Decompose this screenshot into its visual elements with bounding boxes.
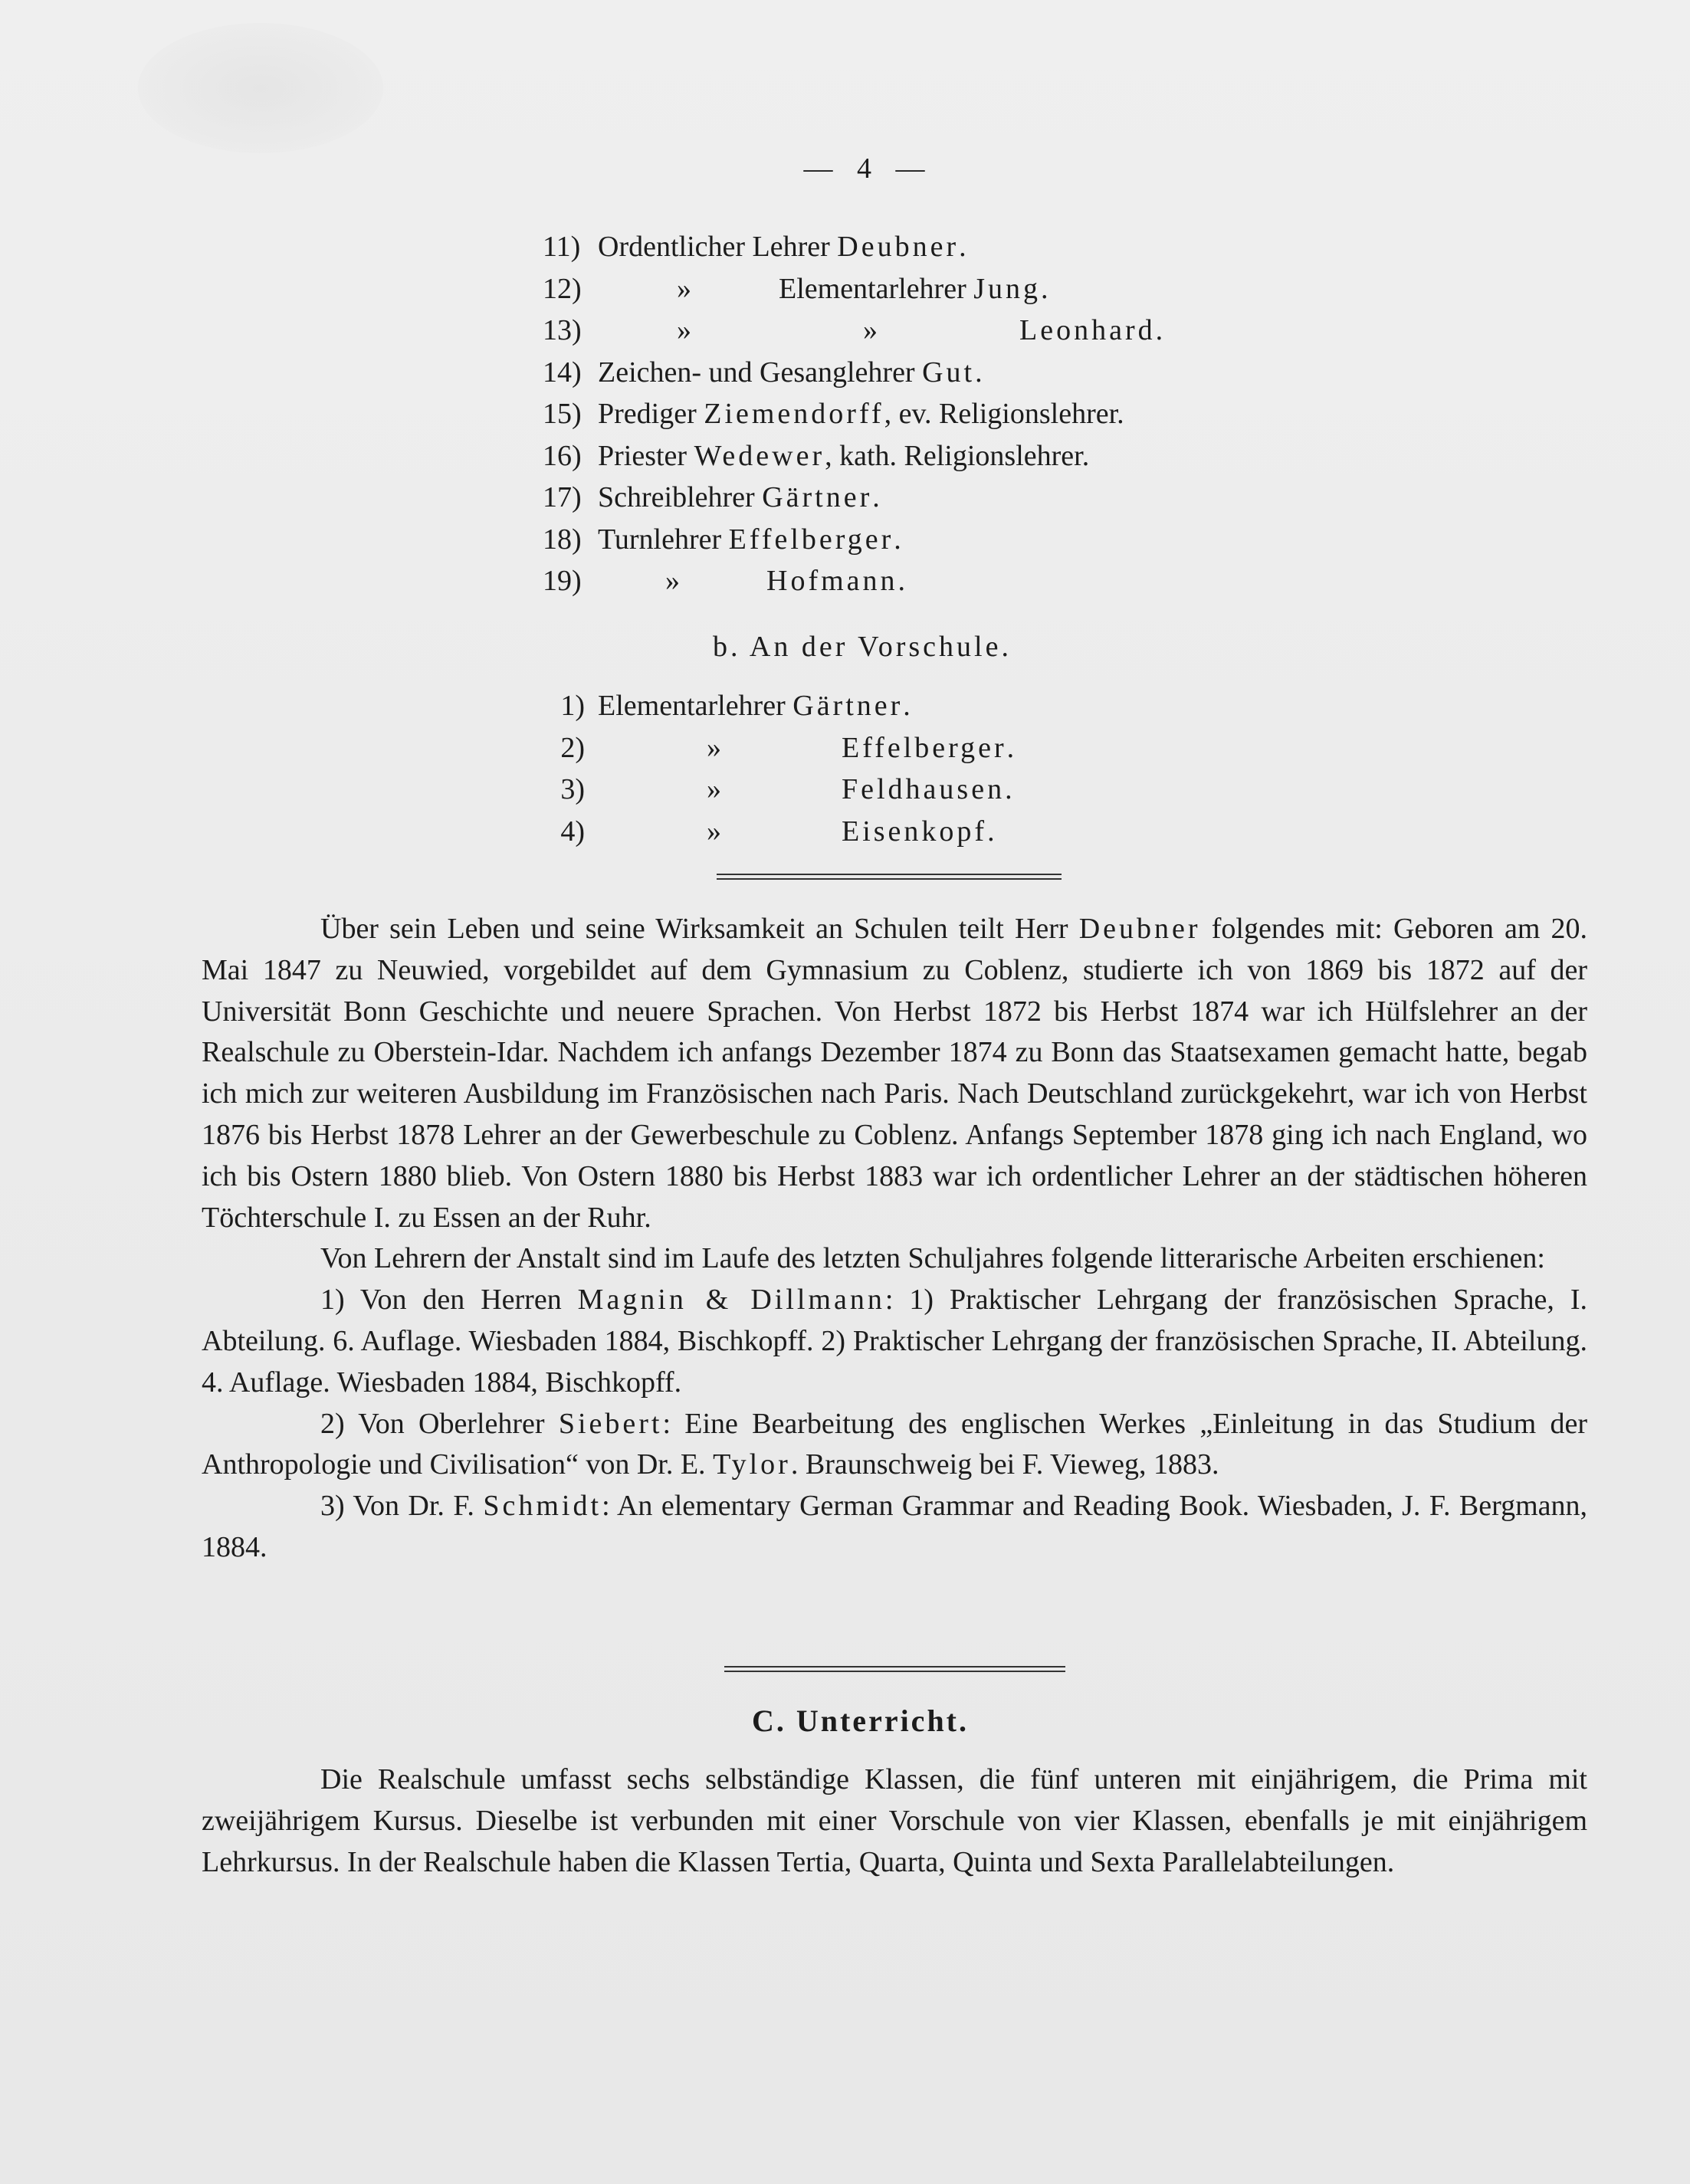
list-item-number: 3) [560,773,585,805]
publication-item [202,1404,1587,1487]
list-item [543,435,1124,477]
list-item-name: Hofmann [766,565,898,597]
section-c-body [202,1759,1587,1883]
section-divider [717,874,1062,880]
list-item-suffix: . [1041,272,1048,305]
list-item-suffix: . [987,815,995,848]
publication-lead: 1) Von den Herren [320,1284,562,1317]
publication-author: Siebert [558,1407,663,1440]
list-item-number: 12) [543,272,582,305]
publication-tail: . Braunschweig bei F. Vieweg, 1883. [790,1448,1219,1481]
list-item [543,727,1015,769]
list-item-name: Deubner [837,231,960,263]
list-item-suffix: . [898,565,906,597]
list-item [543,685,911,727]
ditto-mark: » [863,314,878,346]
list-item [543,477,1124,519]
list-item-number: 14) [543,356,582,389]
list-item-name: Effelberger [728,523,894,556]
list-item-name: Feldhausen [842,773,1006,805]
list-item-name: Leonhard [1019,314,1156,346]
publications-intro: Von Lehrern der Anstalt sind im Laufe des letzten Schuljahres folgende litterarische Arbeiten erschienen: [320,1242,1545,1275]
list-item-name: Ziemendorff [704,398,884,430]
list-item-role: Elementarlehrer [779,272,966,305]
list-item-role: Turnlehrer [598,523,722,556]
section-c-paragraph: Die Realschule umfasst sechs selbständige Klassen, die fünf unteren mit einjährigem, die Prima mit zweijährigem Kursus. Dieselbe ist verbunden mit einer Vorschule von vier Klassen, ebenfalls je mit einjährigem Lehrkursus. In der Realschule haben die Klassen Tertia, Quarta, Quinta und Sexta Parallelabteilungen. [202,1763,1587,1878]
list-item-name: Eisenkopf [842,815,988,848]
list-item [543,769,1012,811]
bio-lead: Über sein Leben und seine Wirksamkeit an Schulen teilt Herr [320,913,1068,945]
list-item-name: Wedewer [694,439,825,472]
list-item [543,268,1124,310]
publication-author: Schmidt [483,1490,602,1523]
folio-dash-left: — [803,152,833,185]
list-item [543,393,1124,435]
list-item-number: 13) [543,314,582,346]
list-item-suffix: . [894,523,901,556]
list-item [543,352,1124,394]
list-item-suffix: . [1155,314,1163,346]
bio-name: Deubner [1078,913,1201,945]
publication-text: : 1) Praktischer Lehrgang der französischen Sprache, I. Abteilung. 6. Auflage. Wiesbaden 1884, Bischkopff. 2) Praktischer Lehrgang der französischen Sprache, II. Abteilung. 4. Auflage. Wiesbaden 1884, Bischkopff. [202,1284,1588,1399]
publication-text: : An elementary German Grammar and Reading Book. Wiesbaden, J. F. Bergmann, 1884. [202,1490,1587,1563]
list-item-number: 16) [543,439,582,472]
body-text [202,909,1587,1569]
list-item-suffix: . [903,690,911,722]
publication-text: : Eine Bearbeitung des englischen Werkes „Einleitung in das Studium der Anthropologie und Civilisation“ von Dr. E. [202,1407,1588,1481]
section-divider [724,1666,1065,1672]
page-number-value: 4 [857,152,871,185]
list-item [543,811,995,853]
page-number [0,152,1690,185]
publication-item [202,1486,1587,1569]
section-title: C. Unterricht. [751,1704,970,1738]
list-item-suffix: , kath. Religionslehrer. [825,439,1090,472]
ditto-mark: » [707,815,721,848]
list-item-name: Gärtner [792,690,904,722]
paper-stain [138,23,383,153]
list-item-number: 17) [543,481,582,513]
list-item [543,226,1124,268]
ditto-mark: » [707,773,721,805]
list-item-number: 19) [543,565,582,597]
list-item-suffix: . [975,356,983,389]
list-item-name: Effelberger [842,731,1007,764]
list-item-number: 1) [560,690,585,722]
ditto-mark: » [707,731,721,764]
list-item-suffix: , ev. Religionslehrer. [884,398,1124,430]
list-item-number: 4) [560,815,585,848]
ditto-mark: » [665,565,680,597]
bio-paragraph [202,909,1587,1238]
ditto-mark: » [677,272,691,305]
list-item [543,560,1124,602]
folio-dash-right: — [895,152,925,185]
list-item-role: Schreiblehrer [598,481,755,513]
list-item-role: Zeichen- und Gesanglehrer [598,356,915,389]
vorschule-list [543,685,1015,852]
list-item-name: Gut [922,356,976,389]
list-item-suffix: . [1006,731,1015,764]
publication-cited-author: Tylor [713,1448,791,1481]
publication-item [202,1280,1587,1403]
list-item-name: Jung [973,272,1042,305]
vorschule-heading: b. An der Vorschule. [713,631,1012,663]
list-item [543,310,1163,352]
list-item-suffix: . [1005,773,1012,805]
list-item-name: Gärtner [762,481,873,513]
publication-lead: 3) Von Dr. F. [320,1490,474,1523]
list-item-role: Priester [598,439,687,472]
staff-list [543,226,1163,602]
list-item-role: Ordentlicher Lehrer [598,231,830,263]
list-item-role: Prediger [598,398,697,430]
list-item-number: 2) [560,731,585,764]
ditto-mark: » [677,314,691,346]
list-item-suffix: . [872,481,880,513]
list-item-number: 15) [543,398,582,430]
bio-text: folgendes mit: Geboren am 20. Mai 1847 zu Neuwied, vorgebildet auf dem Gymnasium zu Coblenz, studierte ich von 1869 bis 1872 auf der Universität Bonn Geschichte und neuere Sprachen. Von Herbst 1872 bis Herbst 1874 war ich Hülfslehrer an der Realschule zu Oberstein-Idar. Nachdem ich anfangs Dezember 1874 zu Bonn das Staatsexamen gemacht hatte, begab ich mich zur weiteren Ausbildung im Französischen nach Paris. Nach Deutschland zurückgekehrt, war ich von Herbst 1876 bis Herbst 1878 Lehrer an der Gewerbeschule zu Coblenz. Anfangs September 1878 ging ich nach England, wo ich bis Ostern 1880 blieb. Von Ostern 1880 bis Herbst 1883 war ich ordentlicher Lehrer an der städtischen höheren Töchterschule I. zu Essen an der Ruhr. [202,913,1588,1234]
list-item-suffix: . [959,231,966,263]
list-item-number: 18) [543,523,582,556]
list-item-role: Elementarlehrer [598,690,786,722]
list-item [543,519,1124,561]
publication-authors: Magnin & Dillmann [577,1284,885,1317]
list-item-number: 11) [543,231,581,263]
publication-lead: 2) Von Oberlehrer [320,1407,545,1440]
